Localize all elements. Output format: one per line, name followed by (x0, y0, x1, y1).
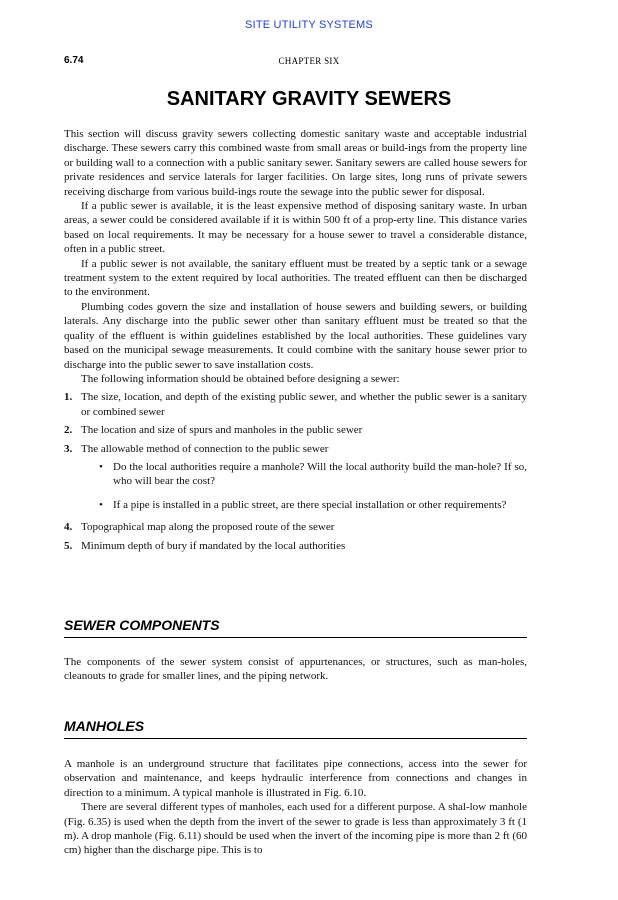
list-number: 4. (64, 521, 73, 534)
paragraph: The following information should be obtained before designing a sewer: (81, 372, 400, 385)
bullet-icon: • (99, 498, 103, 511)
list-item (64, 539, 527, 553)
list-text: The allowable method of connection to the public sewer (81, 442, 329, 455)
paragraph: The components of the sewer system consist of appurtenances, or structures, such as man-holes, cleanouts to grade for smaller lines, and the piping network. (64, 656, 527, 683)
bullet-text: If a pipe is installed in a public street, are there special installation or other requirements? (113, 498, 507, 511)
paragraph: A manhole is an underground structure that facilitates pipe connections, access into the sewer for observation and maintenance, and keeps hydraulic interference from connections and changes in direction to a minimum. A typical manhole is illustrated in Fig. 6.10. (64, 758, 527, 799)
bullet-text: Do the local authorities require a manhole? Will the local authority build the man-hole? If so, who will bear the cost? (113, 460, 527, 488)
section-title: SANITARY GRAVITY SEWERS (166, 88, 452, 110)
list-item (64, 390, 527, 419)
sewer-components-section (64, 655, 527, 684)
list-number: 5. (64, 539, 73, 552)
list-item (64, 442, 527, 513)
manholes-heading (64, 718, 527, 739)
manholes-section (64, 757, 527, 858)
paragraph: Plumbing codes govern the size and installation of house sewers and building sewers, or building laterals. Any discharge into the public sewer other than sanitary effluent must be treated so that the quality of the effluent is within guidelines established by the local authorities. These guidelines vary based on the municipal sewage measurements. It could combine with the sanitary house sewer prior to discharge into the public sewer to save installation costs. (64, 300, 527, 371)
numbered-list (64, 390, 527, 553)
list-text: Topographical map along the proposed route of the sewer (81, 521, 335, 534)
list-number: 1. (64, 391, 73, 404)
running-head: SITE UTILITY SYSTEMS (245, 19, 373, 31)
heading-text: MANHOLES (64, 718, 145, 734)
bullet-item (97, 460, 527, 489)
list-number: 3. (64, 442, 73, 455)
list-text: The size, location, and depth of the existing public sewer, and whether the public sewer is a sanitary or combined sewer (81, 391, 527, 418)
paragraph: This section will discuss gravity sewers collecting domestic sanitary waste and acceptable industrial discharge. These sewers carry this combined waste from small areas or build-ings from the property line or building wall to a connection with a public sanitary sewer. Sanitary sewers are called house sewers for private residences and service laterals for larger facilities. On large sites, long runs of private sewers receiving discharge from various build-ings route the sewage into the public sewer for disposal. (64, 128, 527, 198)
intro-section (64, 127, 527, 553)
heading-text: SEWER COMPONENTS (64, 617, 220, 633)
paragraph: If a public sewer is not available, the sanitary effluent must be treated by a septic tank or a sewage treatment system to the extent required by local authorities. The treated effluent can then be discharged to the environment. (64, 257, 527, 299)
paragraph: If a public sewer is available, it is the least expensive method of disposing sanitary waste. In urban areas, a sewer could be considered available if it is within 500 ft of a prop-erty line. This distance varies based on local requirements. It may be necessary for a house sewer to travel a considerable distance, often in a public street. (64, 200, 527, 256)
list-item (64, 520, 527, 534)
bullet-item (97, 498, 527, 512)
sewer-components-heading (64, 617, 527, 638)
bullet-list (81, 460, 527, 512)
list-number: 2. (64, 424, 73, 437)
bullet-icon: • (99, 460, 103, 473)
page-number: 6.74 (64, 55, 84, 66)
chapter-label: CHAPTER SIX (278, 56, 340, 66)
list-item (64, 423, 527, 437)
list-text: The location and size of spurs and manholes in the public sewer (81, 424, 363, 437)
list-text: Minimum depth of bury if mandated by the local authorities (81, 539, 346, 552)
paragraph: There are several different types of manholes, each used for a different purpose. A shal-low manhole (Fig. 6.35) is used when the depth from the invert of the sewer to grade is less than approximately 3 ft (1 m). A drop manhole (Fig. 6.11) should be used when the invert of the incoming pipe is more than 2 ft (60 cm) higher than the discharge pipe. This is to (64, 801, 527, 857)
